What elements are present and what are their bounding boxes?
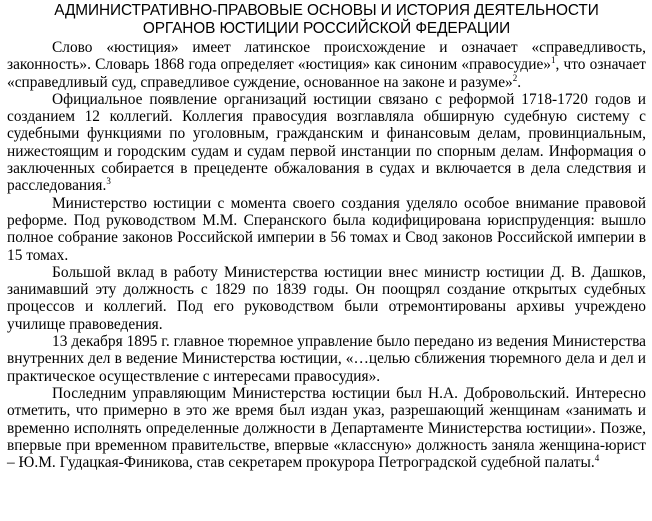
- document-title: [7, 2, 646, 37]
- footnote-ref-1[interactable]: 1: [551, 55, 556, 66]
- paragraph-justice-etymology: [7, 39, 646, 91]
- paragraph-text: .: [517, 73, 522, 91]
- paragraph-text: Официальное появление организаций юстиции связано с реформой 1718-1720 годов и созданием 12 коллегий. Коллегия правосудия возглавляла обширную судебную систему с судебными функциями по уголовным, гражданским и финансовым делам, провинциальным, нижестоящим и городским судам и судам первой инстанции по спорным делам. Информация о заключенных собирается в прецеденте обжалования в судах и включается в дела следствия и расследования.: [7, 90, 646, 195]
- paragraph-dashkov: [7, 264, 646, 333]
- footnote-ref-3[interactable]: 3: [106, 176, 111, 187]
- paragraph-text: 13 декабря 1895 г. главное тюремное управление было передано из ведения Министерства внутренних дел в ведение Министерства юстиции, «…целью сближения тюремного дела и дел и практическое осуществление с интересами правосудия».: [7, 333, 646, 385]
- paragraph-text: Слово «юстиция» имеет латинское происхождение и означает «справедливость, законность». Словарь 1868 года определяет «юстиция» как синоним «правосудие»: [7, 39, 646, 74]
- paragraph-text: Министерство юстиции с момента своего создания уделяло особое внимание правовой реформе. Под руководством М.М. Сперанского была кодифицирована юриспруденция: вышло полное собрание законов Российской империи в 56 томах и Свод законов Российской империи в 15 томах.: [7, 194, 646, 264]
- paragraph-speransky: [7, 195, 646, 264]
- paragraph-text: Последним управляющим Министерства юстиции был Н.А. Добровольский. Интересно отметить, что примерно в это же время был издан указ, разрешающий женщинам «занимать и временно исполнять определенные должности в Департаменте Министерства юстиции». Позже, впервые при временном правительстве, впервые «классную» должность заняла женщина-юрист – Ю.М. Гудацкая-Финикова, став секретарем прокурора Петроградской судебной палаты.: [7, 384, 646, 472]
- title-line-1: АДМИНИСТРАТИВНО-ПРАВОВЫЕ ОСНОВЫ И ИСТОРИЯ ДЕЯТЕЛЬНОСТИ: [54, 2, 599, 19]
- paragraph-prison-administration: [7, 333, 646, 385]
- paragraph-reform-1718: [7, 91, 646, 195]
- paragraph-text: , что означает «справедливый суд, справедливое суждение, основанное на законе и разуме»: [7, 56, 646, 91]
- footnote-ref-2[interactable]: 2: [512, 72, 518, 83]
- paragraph-dobrovolsky: [7, 385, 646, 471]
- footnote-ref-4[interactable]: 4: [594, 453, 600, 464]
- title-line-2: ОРГАНОВ ЮСТИЦИИ РОССИЙСКОЙ ФЕДЕРАЦИИ: [142, 19, 511, 37]
- paragraph-text: Большой вклад в работу Министерства юстиции внес министр юстиции Д. В. Дашков, занимавший эту должность с 1829 по 1839 годы. Он поощрял создание открытых судебных процессов и коллегий. Под его руководством были отремонтированы архивы учреждено училище правоведения.: [7, 263, 646, 333]
